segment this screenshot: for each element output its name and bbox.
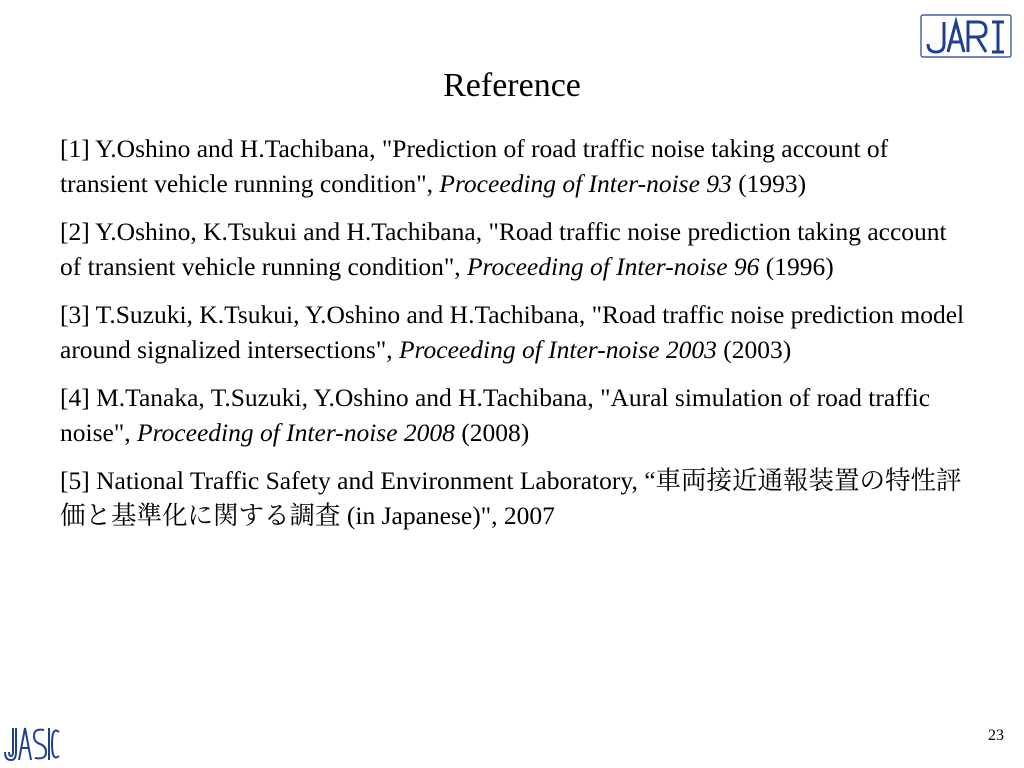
reference-venue: Proceeding of Inter-noise 93 (439, 169, 732, 198)
reference-item-3 (60, 297, 970, 367)
reference-year: (1996) (759, 252, 834, 281)
reference-text: [4] M.Tanaka, T.Suzuki, Y.Oshino and H.Tachibana, "Aural simulation of road traffic noise", (60, 383, 931, 447)
reference-year: (2008) (454, 418, 530, 447)
jari-logo-icon (920, 14, 1012, 58)
reference-item-4 (60, 380, 970, 450)
reference-venue: Proceeding of Inter-noise 96 (466, 252, 760, 281)
reference-venue: Proceeding of Inter-noise 2003 (398, 335, 717, 364)
page-number: 23 (988, 727, 1004, 744)
reference-venue: Proceeding of Inter-noise 2008 (137, 418, 455, 447)
reference-year: (2003) (716, 335, 792, 364)
slide-title: Reference (443, 67, 581, 104)
reference-text: [3] T.Suzuki, K.Tsukui, Y.Oshino and H.Tachibana, "Road traffic noise prediction model around signalized intersections", (60, 300, 965, 364)
reference-item-1 (60, 131, 970, 201)
reference-text: [1] Y.Oshino and H.Tachibana, "Prediction of road traffic noise taking account of transient vehicle running condition", (60, 134, 889, 198)
reference-text: [5] National Traffic Safety and Environment Laboratory, “車両接近通報装置の特性評価と基準化に関する調査 (in Japanese)", 2007 (60, 466, 962, 530)
jasic-logo-icon (2, 722, 60, 764)
reference-text: [2] Y.Oshino, K.Tsukui and H.Tachibana, "Road traffic noise prediction taking account of transient vehicle running condition", (60, 217, 947, 281)
reference-year: (1993) (731, 169, 807, 198)
reference-list (60, 131, 970, 546)
reference-item-2 (60, 214, 970, 284)
reference-item-5 (60, 463, 970, 533)
